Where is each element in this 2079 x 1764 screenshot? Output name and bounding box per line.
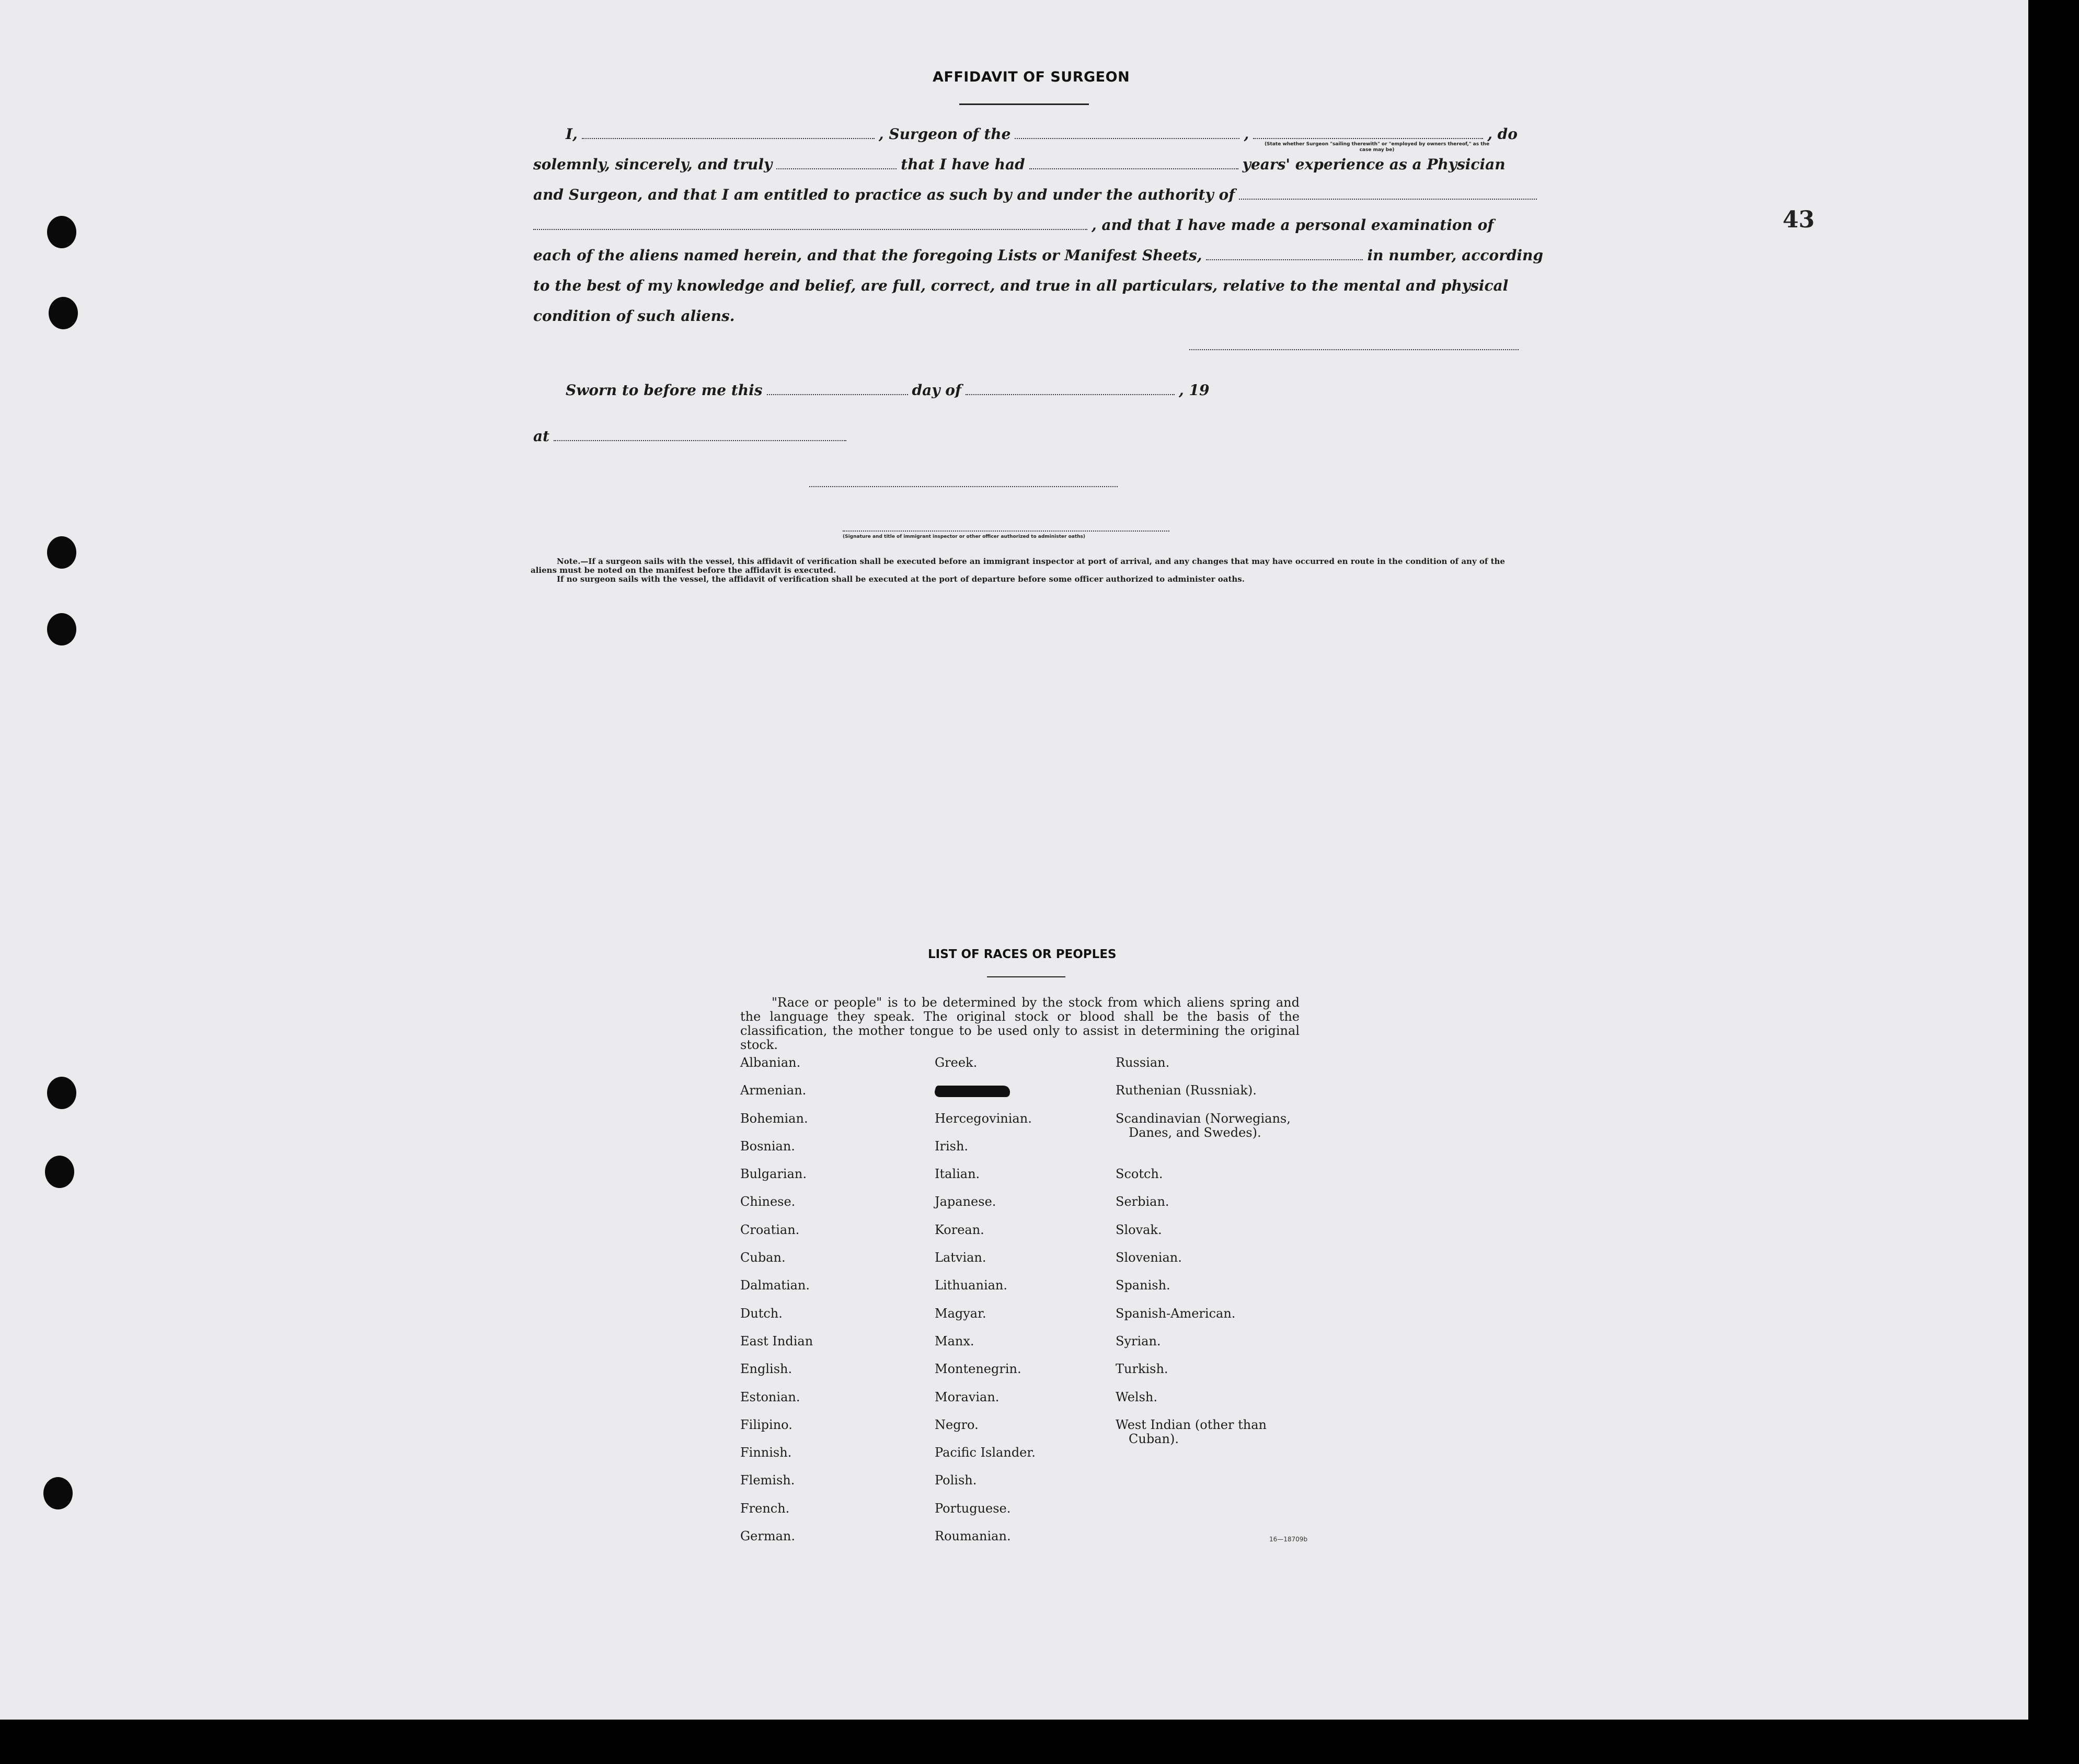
note-paragraph: Note.—If a surgeon sails with the vessel, this affidavit of verification shall be executed before an immigrant inspector at port of arrival, and any changes that may have occurred en route in the condition of any of the aliens must be noted on the manifest before the affidavit is executed. [531, 557, 1505, 575]
form-code: 16—18709b [1269, 1536, 1308, 1543]
race-item: Montenegrin. [935, 1362, 1021, 1377]
binder-hole [47, 613, 76, 645]
race-item-text: West Indian (other than [1116, 1417, 1267, 1432]
race-item: Spanish-American. [1116, 1306, 1236, 1321]
text: years' experience as a Physician [1242, 156, 1506, 173]
authority-blank[interactable] [1239, 187, 1537, 200]
race-item: Ruthenian (Russniak). [1116, 1083, 1257, 1098]
race-item: Slovak. [1116, 1222, 1162, 1237]
race-item: Pacific Islander. [935, 1445, 1036, 1460]
text: I, [566, 125, 578, 143]
affidavit-note [531, 557, 1519, 584]
text: in number, according [1367, 247, 1543, 264]
race-item: Moravian. [935, 1389, 1000, 1404]
race-item: Roumanian. [935, 1529, 1011, 1544]
years-blank[interactable] [1029, 157, 1238, 169]
text: day of [912, 382, 961, 399]
note-paragraph: If no surgeon sails with the vessel, the affidavit of verification shall be executed at the port of departure before some officer authorized to administer oaths. [557, 574, 1245, 584]
affidavit-line-1 [566, 125, 1518, 143]
redaction-mark [933, 1086, 1012, 1097]
text: , and that I have made a personal examination of [1092, 216, 1494, 234]
surgeon-capacity-note: (State whether Surgeon "sailing therewith" or "employed by owners thereof," as the case may be) [1264, 142, 1490, 153]
race-item: Scotch. [1116, 1167, 1163, 1182]
race-item-text: Danes, and Swedes). [1129, 1125, 1261, 1140]
race-item: French. [740, 1501, 790, 1516]
text: , Surgeon of the [878, 125, 1011, 143]
race-item-text: Cuban). [1129, 1431, 1179, 1446]
sworn-line [566, 382, 1209, 399]
affidavit-line-2 [533, 156, 1506, 173]
officer-signature-line[interactable] [809, 486, 1118, 487]
intro-text: "Race or people" is to be determined by the stock from which aliens spring and the language they speak. The original stock or blood shall be the basis of the classification, the mother tongue to be used only to assist in determining the original stock. [740, 995, 1300, 1052]
affidavit-line-6 [533, 277, 1508, 294]
page-number: 43 [1783, 206, 1815, 233]
race-item [1116, 1418, 1291, 1474]
race-item: German. [740, 1529, 795, 1544]
race-item [1116, 1112, 1291, 1168]
race-item: Bulgarian. [740, 1167, 807, 1182]
place-blank[interactable] [554, 429, 846, 441]
race-item: Greek. [935, 1055, 978, 1070]
race-item: Albanian. [740, 1055, 801, 1070]
month-blank[interactable] [966, 383, 1175, 395]
officer-title-line[interactable] [843, 531, 1169, 532]
race-item: Flemish. [740, 1473, 795, 1488]
signature-caption: (Signature and title of immigrant inspector or other officer authorized to administer oaths) [843, 534, 1086, 539]
races-column-1 [740, 1056, 813, 1557]
race-item: Armenian. [740, 1083, 807, 1098]
race-item: Spanish. [1116, 1278, 1170, 1293]
sheets-count-blank[interactable] [1206, 248, 1363, 260]
text: that I have had [901, 156, 1025, 173]
race-item: Serbian. [1116, 1194, 1169, 1209]
text: each of the aliens named herein, and that the foregoing Lists or Manifest Sheets, [533, 247, 1202, 264]
vessel-blank[interactable] [1015, 126, 1239, 139]
race-item: Dutch. [740, 1306, 783, 1321]
binder-hole [45, 1156, 74, 1188]
race-item: Irish. [935, 1138, 969, 1154]
race-item: Lithuanian. [935, 1278, 1008, 1293]
text: and Surgeon, and that I am entitled to practice as such by and under the authority of [533, 186, 1235, 203]
races-list-title: LIST OF RACES OR PEOPLES [928, 948, 1117, 961]
race-item: Chinese. [740, 1194, 796, 1209]
race-item: Cuban. [740, 1250, 786, 1265]
day-blank[interactable] [767, 383, 908, 395]
race-item: East Indian [740, 1333, 813, 1348]
capacity-blank[interactable] [1253, 126, 1483, 139]
race-item: Dalmatian. [740, 1278, 810, 1293]
list-title-underline [987, 976, 1065, 977]
race-item: Hercegovinian. [935, 1111, 1032, 1126]
binder-hole [49, 297, 78, 329]
race-item: Korean. [935, 1222, 984, 1237]
affidavit-line-7 [533, 307, 735, 325]
race-item: Russian. [1116, 1055, 1170, 1070]
race-item: Negro. [935, 1417, 979, 1432]
binder-hole [47, 1077, 76, 1109]
binder-hole [43, 1477, 73, 1509]
race-item: Finnish. [740, 1445, 792, 1460]
text: , 19 [1179, 382, 1210, 399]
text: at [533, 428, 550, 445]
race-item: Bosnian. [740, 1138, 795, 1154]
binder-hole [47, 216, 76, 248]
binder-hole [47, 536, 76, 569]
text: to the best of my knowledge and belief, are full, correct, and true in all particulars, relative to the mental and physical [533, 277, 1509, 294]
oath-blank[interactable] [776, 157, 897, 169]
race-item: Polish. [935, 1473, 977, 1488]
race-item: Croatian. [740, 1222, 800, 1237]
text: , do [1487, 125, 1518, 143]
text: Sworn to before me this [566, 382, 763, 399]
race-item: Latvian. [935, 1250, 986, 1265]
race-item: Portuguese. [935, 1501, 1011, 1516]
race-item: Magyar. [935, 1306, 986, 1321]
race-item: Japanese. [935, 1194, 996, 1209]
race-item: Bohemian. [740, 1111, 808, 1126]
race-item: Manx. [935, 1333, 974, 1348]
affidavit-line-5 [533, 247, 1543, 264]
race-item: English. [740, 1362, 792, 1377]
race-item: Italian. [935, 1167, 980, 1182]
race-item: Turkish. [1116, 1362, 1168, 1377]
affidavit-line-4 [533, 216, 1494, 234]
races-column-2 [935, 1056, 1036, 1557]
races-column-3 [1116, 1056, 1291, 1473]
text: solemnly, sincerely, and truly [533, 156, 773, 173]
text: , [1244, 125, 1249, 143]
affidavit-line-3 [533, 186, 1541, 203]
race-item: Estonian. [740, 1389, 800, 1404]
race-item: Syrian. [1116, 1333, 1161, 1348]
race-item-text: Scandinavian (Norwegians, [1116, 1111, 1291, 1126]
at-line [533, 428, 851, 445]
race-item: Filipino. [740, 1417, 792, 1432]
authority-blank-continued[interactable] [533, 217, 1087, 230]
races-intro [740, 996, 1300, 1052]
scan-border [2028, 0, 2079, 1764]
race-item: Slovenian. [1116, 1250, 1182, 1265]
title-underline [959, 103, 1089, 105]
name-blank[interactable] [582, 126, 875, 139]
surgeon-signature-line[interactable] [1189, 349, 1519, 350]
race-item: Welsh. [1116, 1389, 1157, 1404]
affidavit-title: AFFIDAVIT OF SURGEON [933, 69, 1130, 85]
redacted-item [935, 1083, 1036, 1111]
text: condition of such aliens. [533, 307, 735, 325]
